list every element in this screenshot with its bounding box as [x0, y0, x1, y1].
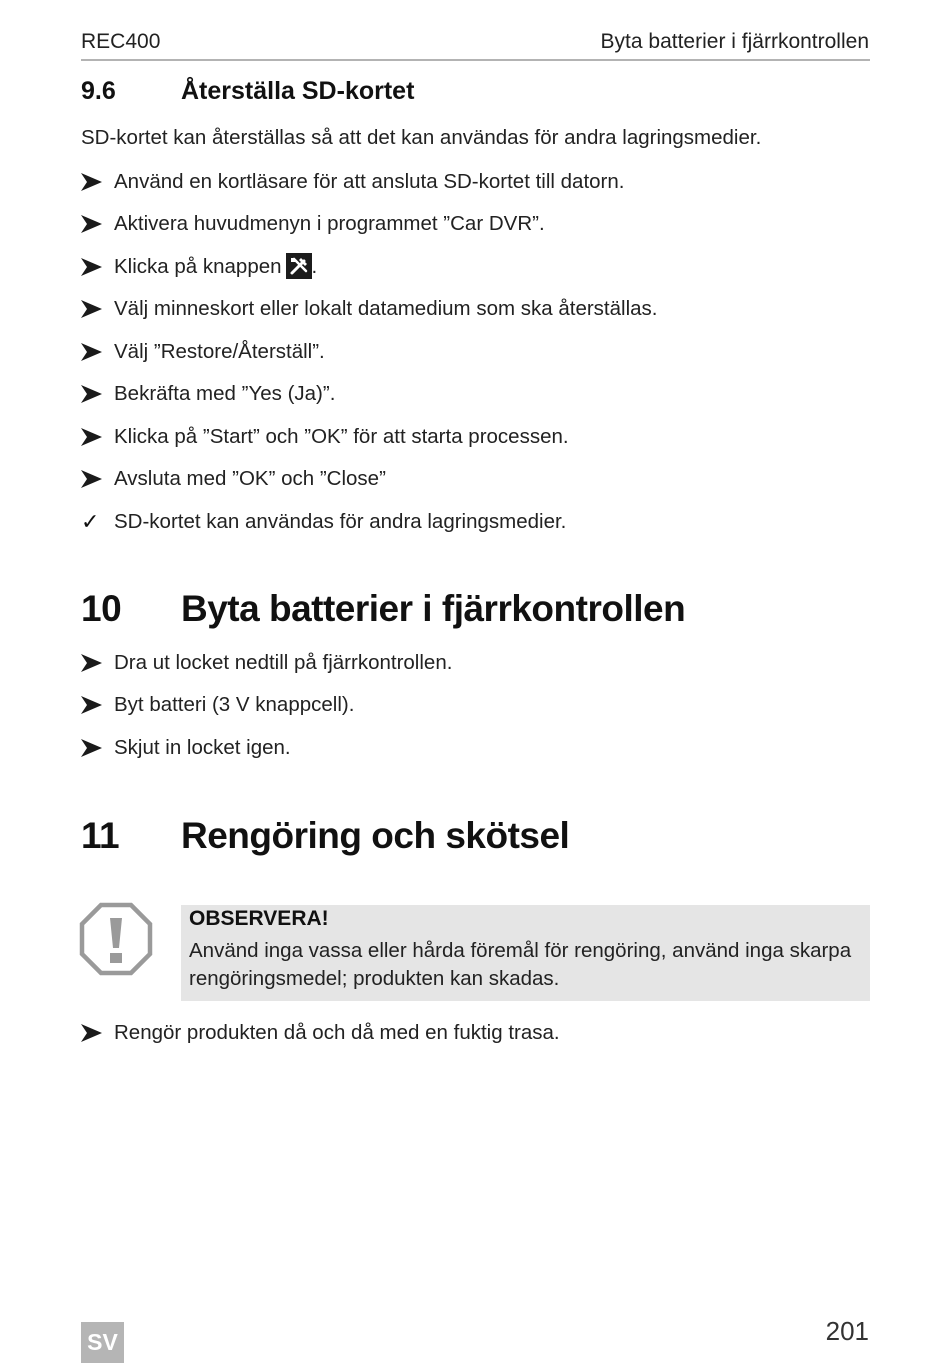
arrow-bullet-icon — [81, 343, 102, 361]
list-item-suffix: . — [311, 255, 318, 278]
list-item-text: Bekräfta med ”Yes (Ja)”. — [114, 382, 336, 405]
list-item — [81, 338, 325, 366]
language-tab: SV — [81, 1322, 124, 1363]
list-item — [81, 380, 335, 408]
list-item — [81, 1019, 560, 1047]
section-number: 11 — [81, 815, 120, 856]
section-title: Rengöring och skötsel — [181, 815, 570, 856]
list-item-text: Använd en kortläsare för att ansluta SD-kortet till datorn. — [114, 170, 625, 193]
list-item — [81, 295, 657, 323]
section-number: 10 — [81, 588, 122, 629]
tools-icon — [286, 253, 312, 279]
header-chapter: Byta batterier i fjärrkontrollen — [600, 30, 869, 53]
section-title: Återställa SD-kortet — [181, 77, 415, 105]
list-item-text: Aktivera huvudmenyn i programmet ”Car DVR”. — [114, 212, 545, 235]
result-text: SD-kortet kan användas för andra lagringsmedier. — [114, 510, 567, 533]
list-item-text: Avsluta med ”OK” och ”Close” — [114, 467, 386, 490]
list-item — [81, 423, 569, 451]
list-item — [81, 649, 452, 677]
section-number: 9.6 — [81, 77, 116, 105]
list-item-text: Byt batteri (3 V knappcell). — [114, 693, 355, 716]
arrow-bullet-icon — [81, 300, 102, 318]
list-item-text: Rengör produkten då och då med en fuktig trasa. — [114, 1021, 560, 1044]
note-title: OBSERVERA! — [189, 907, 329, 930]
list-item — [81, 691, 354, 719]
arrow-bullet-icon — [81, 1024, 102, 1042]
list-item-text: Välj ”Restore/Återställ”. — [114, 340, 325, 363]
arrow-bullet-icon — [81, 739, 102, 757]
result-item — [81, 508, 566, 536]
arrow-bullet-icon — [81, 696, 102, 714]
section-title: Byta batterier i fjärrkontrollen — [181, 588, 686, 629]
list-item — [81, 210, 545, 238]
arrow-bullet-icon — [81, 428, 102, 446]
list-item-text: Klicka på ”Start” och ”OK” för att starta processen. — [114, 425, 569, 448]
page-number: 201 — [825, 1316, 869, 1346]
arrow-bullet-icon — [81, 470, 102, 488]
arrow-bullet-icon — [81, 385, 102, 403]
list-item-text: Skjut in locket igen. — [114, 736, 291, 759]
header-product: REC400 — [81, 30, 161, 53]
list-item-text: Klicka på knappen — [114, 255, 282, 278]
note-text: Använd inga vassa eller hårda föremål för rengöring, använd inga skarpa rengöringsmedel; produkten kan skadas. — [189, 939, 852, 990]
list-item — [81, 734, 291, 762]
list-item — [81, 253, 317, 281]
warning-octagon-icon — [79, 902, 153, 976]
arrow-bullet-icon — [81, 258, 102, 276]
list-item — [81, 168, 624, 196]
list-item — [81, 465, 386, 493]
list-item-text: Välj minneskort eller lokalt datamedium som ska återställas. — [114, 297, 658, 320]
arrow-bullet-icon — [81, 654, 102, 672]
arrow-bullet-icon — [81, 173, 102, 191]
section-9-6-intro: SD-kortet kan återställas så att det kan användas för andra lagringsmedier. — [81, 126, 762, 149]
checkmark-icon: ✓ — [81, 509, 100, 535]
header-rule — [81, 59, 870, 61]
list-item-text: Dra ut locket nedtill på fjärrkontrollen. — [114, 651, 453, 674]
arrow-bullet-icon — [81, 215, 102, 233]
